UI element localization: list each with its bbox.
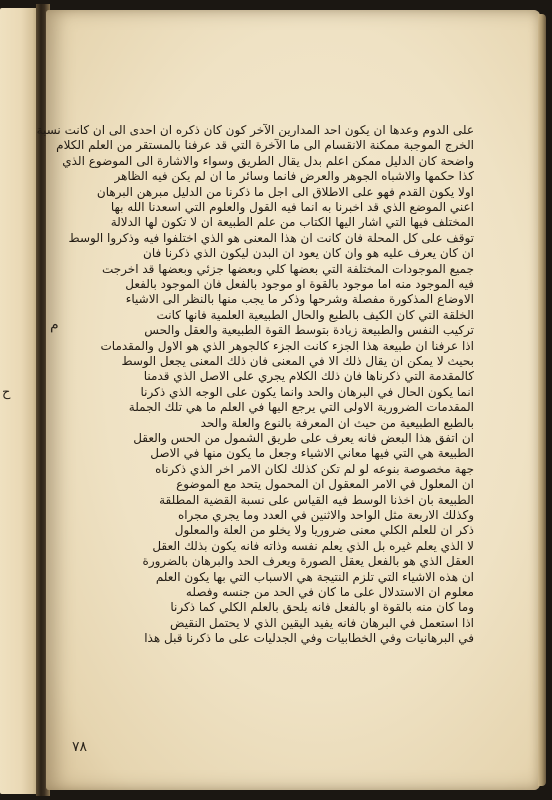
page-margin-mark: م: [50, 317, 59, 333]
folio-number: ٧٨: [72, 739, 88, 755]
manuscript-text-line: فيه الموجود منه اما موجود بالقوة او موجود بالفعل فان الموجود بالفعل: [125, 277, 474, 291]
manuscript-text-line: اولا يكون القدم فهو على الاطلاق الى اجل ما ذكرنا من الدليل مبرهن البرهان: [96, 184, 474, 199]
manuscript-text-line: وكذلك الاربعة مثل الواحد والاثنين في العدد وما يجري مجراه: [177, 508, 474, 522]
manuscript-text-line: بالطبع الطبيعية من حيث ان المعرفة بالنوع والعلة والحد: [200, 415, 474, 430]
manuscript-text-line: الطبيعة بان اخذنا الوسط فيه القياس على نسبة القضية المطلقة: [159, 492, 474, 507]
manuscript-text-line: المختلف فيها التي اشار اليها الكتاب من علم الطبيعة ان لا تكون لها الدلالة: [110, 215, 474, 230]
manuscript-text-line: كذا حكمها والاشباه الجوهر والعرض فانما وسائر ما ان لم يكن فيه الظاهر: [114, 169, 474, 184]
manuscript-text-line: واضحة كان الدليل ممكن اعلم بدل يقال الطريق وسواء والاشارة الى الموضوع الذي: [62, 153, 474, 168]
manuscript-text-line: اذا استعمل في البرهان فانه يفيد اليقين الذي لا يحتمل النقيض: [170, 615, 474, 630]
manuscript-text-line: العقل الذي هو بالفعل يعقل الصورة ويعرف الحد والبرهان بالضرورة: [142, 554, 474, 569]
manuscript-text-line: المقدمات الضرورية الاولى التي يرجع اليها في العلم ما هي تلك الجملة: [128, 400, 474, 415]
manuscript-text-line: اعني الموضع الذي قد اخبرنا به انما فيه القول والعلوم التي اسعدنا الله بها: [110, 200, 474, 214]
manuscript-text-line: كالمقدمة التي ذكرناها فان ذلك الكلام يجري على الاصل الذي قدمنا: [143, 369, 474, 384]
manuscript-text-line: الاوضاع المذكورة مفصلة وشرحها وذكر ما يجب منها بالنظر الى الاشياء: [125, 292, 474, 307]
manuscript-text-line: ان المعلول في الامر المعقول ان المحمول يتحد مع الموضوع: [176, 477, 474, 492]
manuscript-text-line: في البرهانيات وفي الخطابيات وفي الجدليات على ما ذكرنا قبل هذا: [144, 631, 474, 646]
manuscript-text-line: وما كان منه بالقوة او بالفعل فانه يلحق بالعلم الكلي كما ذكرنا: [170, 600, 474, 615]
manuscript-text-line: بحيث لا يمكن ان يقال ذلك الا في المعنى فان ذلك المعنى يجعل الوسط: [121, 354, 474, 368]
manuscript-text-line: توقف على كل المحلة فان كانت ان هذا المعنى هو الذي اختلفوا فيه وذكروا الوسط: [68, 230, 474, 245]
manuscript-text-line: الطبيعة هي التي فيها معاني الاشياء وجعل ما يكون منها في الاصل: [150, 446, 474, 461]
left-margin-mark: ح: [2, 385, 11, 400]
manuscript-text-line: ذكر ان للعلم الكلي معنى ضروريا ولا يخلو من العلة والمعلول: [174, 523, 474, 538]
manuscript-text-line: ان هذه الاشياء التي تلزم النتيجة هي الاسباب التي بها يكون العلم: [155, 569, 474, 584]
manuscript-text-line: لا الذي يعلم غيره بل الذي يعلم نفسه وذاته فانه يكون بذلك العقل: [152, 538, 474, 553]
manuscript-text-line: اذا عرفنا ان طبيعة هذا الجزء كانت الجزء كالجوهر الذي هو الاول والمقدمات: [100, 338, 474, 353]
manuscript-text-block: [36, 123, 474, 664]
manuscript-text-line: الخلقة التي كان الكيف بالطبع والحال الطبيعية العلمية فانها كانت: [156, 307, 474, 322]
manuscript-text-line: معلوم ان الاستدلال على ما كان في الحد من جنسه وفصله: [185, 585, 474, 599]
right-page-edge: [538, 14, 546, 786]
manuscript-text-line: على الدوم وعدها ان يكون احد المدارين الآخر كون كان ذكره ان احدى الى ان كانت نسبة: [36, 123, 474, 137]
manuscript-text-line: ان اتفق هذا البعض فانه يعرف على طريق الشمول من الحس والعقل: [133, 431, 474, 445]
left-page-edge: [0, 8, 38, 794]
manuscript-text-line: تركيب النفس والطبيعة زيادة بتوسط القوة الطبيعية والعقل والحس: [144, 323, 474, 338]
manuscript-text-line: انما يكون الحال في البرهان والحد وانما يكون على الوجه الذي ذكرنا: [140, 384, 474, 399]
manuscript-text-line: جهة مخصوصة بنوعه لو لم تكن كذلك لكان الامر اخر الذي ذكرناه: [155, 461, 474, 476]
manuscript-text-line: الخرج الموجبة ممكنة الانقسام الى ما الآخرة التي قد عرفنا بالمستقر من العلم الكلام: [56, 138, 474, 153]
manuscript-text-line: جميع الموجودات المختلفة التي بعضها كلي وبعضها جزئي وبعضها قد اخرجت: [101, 261, 474, 276]
manuscript-text-line: ان كان يعرف عليه هو وان كان يعود ان البدن ليكون الذي ذكرنا فان: [143, 246, 474, 261]
